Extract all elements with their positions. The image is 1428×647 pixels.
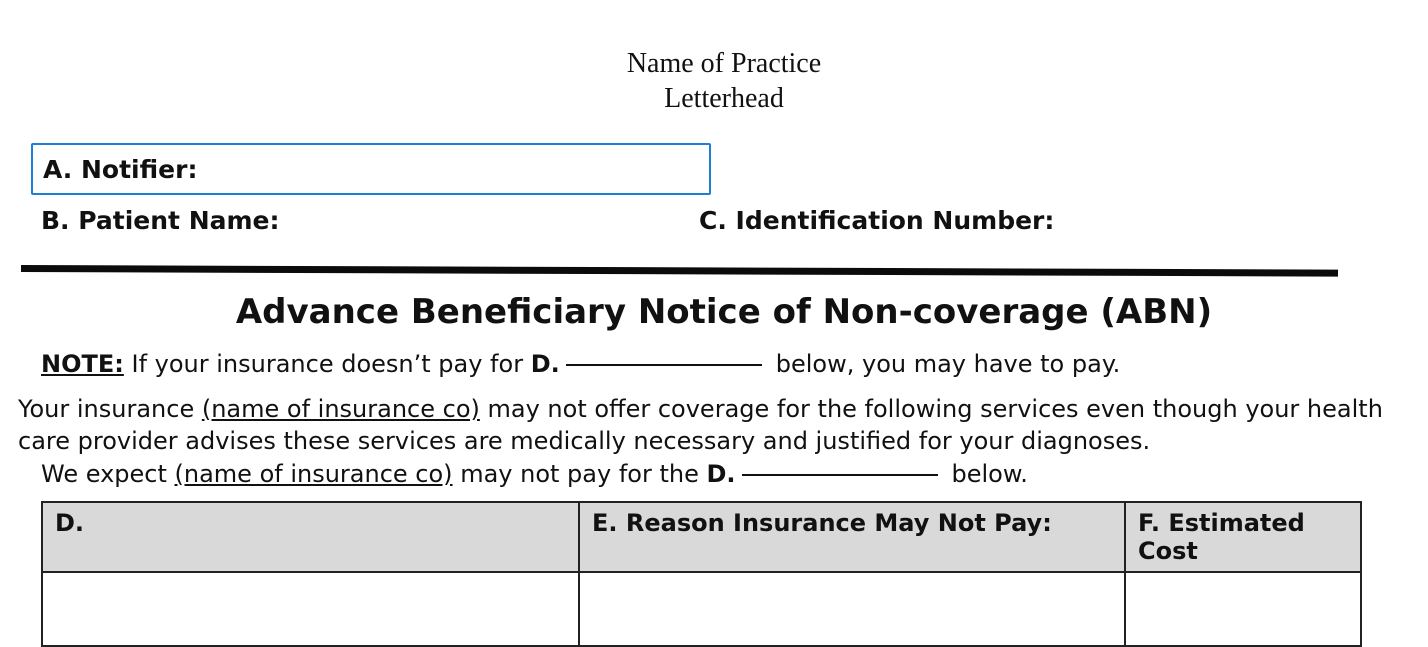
cell-e[interactable] — [579, 572, 1125, 646]
expect-line — [41, 460, 1028, 488]
expect-insurer-placeholder: (name of insurance co) — [174, 460, 453, 488]
header-e-reason: E. Reason Insurance May Not Pay: — [579, 502, 1125, 572]
expect-d-ref: D. — [706, 460, 736, 488]
note-text-after: below, you may have to pay. — [775, 350, 1121, 378]
expect-after: below. — [951, 460, 1028, 488]
practice-name: Name of Practice — [626, 48, 822, 79]
header-d: D. — [42, 502, 579, 572]
insurance-lead: Your insurance — [18, 395, 195, 423]
services-table — [41, 501, 1362, 647]
note-text-before: If your insurance doesn’t pay for — [131, 350, 524, 378]
expect-middle: may not pay for the — [460, 460, 699, 488]
note-d-blank — [566, 364, 762, 366]
header-f-estimated-cost: F. Estimated Cost — [1125, 502, 1361, 572]
cell-d[interactable] — [42, 572, 579, 646]
letterhead-label: Letterhead — [664, 83, 784, 114]
table-header-row — [42, 502, 1361, 572]
divider-rule — [21, 265, 1338, 277]
note-label: NOTE: — [41, 350, 124, 378]
insurance-rest: may not offer coverage for the following services even though your health care provider advises these services are medically necessary and justified for your diagnoses. — [18, 395, 1383, 455]
expect-lead: We expect — [41, 460, 167, 488]
table-row — [42, 572, 1361, 646]
note-line — [41, 350, 1120, 378]
cell-f[interactable] — [1125, 572, 1361, 646]
expect-d-blank — [742, 474, 938, 476]
notifier-label: A. Notifier: — [43, 155, 198, 184]
insurance-paragraph — [18, 393, 1428, 457]
insurer-placeholder: (name of insurance co) — [201, 395, 480, 423]
note-d-ref: D. — [530, 350, 560, 378]
notifier-field[interactable] — [31, 143, 711, 195]
patient-name-label: B. Patient Name: — [41, 206, 280, 235]
identification-number-label: C. Identification Number: — [699, 206, 1055, 235]
page-title: Advance Beneficiary Notice of Non-coverage (ABN) — [235, 292, 1213, 332]
